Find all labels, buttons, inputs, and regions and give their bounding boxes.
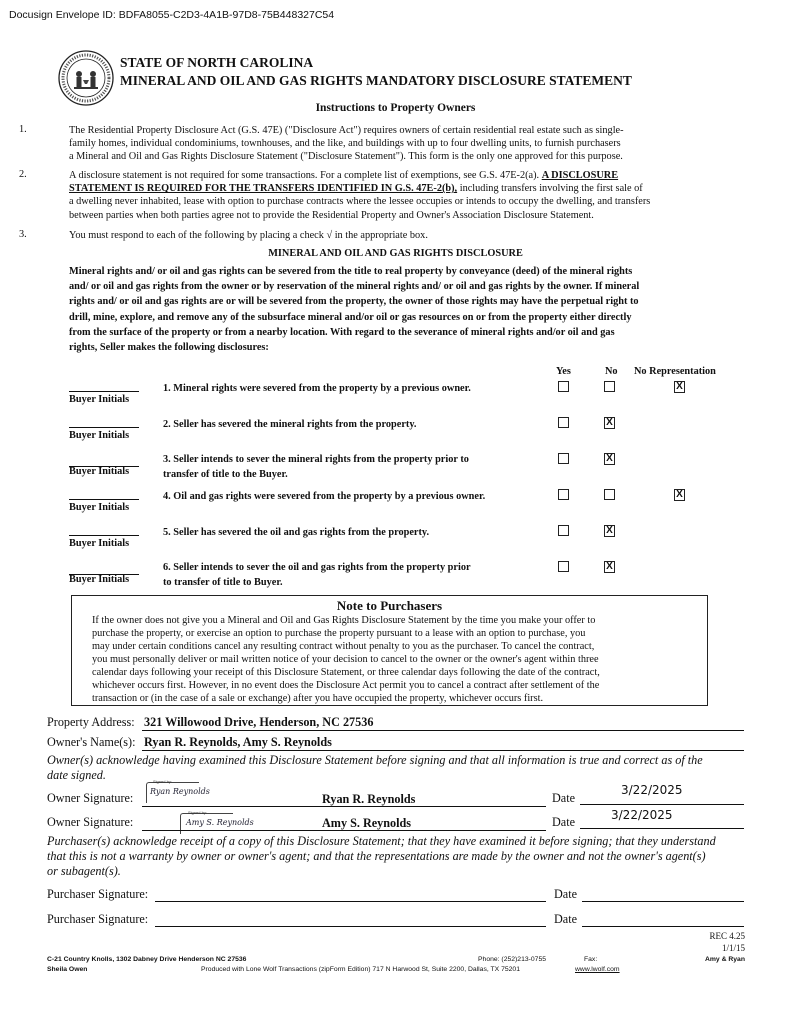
signed-by-tag: Signed by: [153,779,172,784]
checkbox-yes[interactable] [558,489,569,500]
checkbox-no[interactable] [604,381,615,392]
note-title: Note to Purchasers [336,598,443,613]
disclosure-question: 2. Seller has severed the mineral rights from the property. [163,419,417,430]
footer-website-link[interactable]: www.lwolf.com [575,966,620,973]
buyer-initials-line[interactable] [69,535,139,536]
checkbox-yes[interactable] [558,525,569,536]
checkbox-yes[interactable] [558,561,569,572]
date-label: Date [554,912,578,926]
disclosure-question: 1. Mineral rights were severed from the property by a previous owner. [163,383,471,394]
instruction-number: 1. [19,124,27,135]
owners-name-label: Owner's Name(s): [47,735,136,749]
owner-signature-label: Owner Signature: [47,815,134,829]
date-label: Date [552,791,576,805]
disclosure-question: 3. Seller intends to sever the mineral rights from the property prior to transfer of title to the Buyer. [163,454,469,480]
owner-signature-1[interactable]: Ryan Reynolds [150,787,210,796]
owners-name-line [142,750,744,751]
column-no-representation: No Representation [634,366,716,377]
checkbox-yes[interactable] [558,381,569,392]
footer-produced-by: Produced with Lone Wolf Transactions (zipForm Edition) 717 N Harwood St, Suite 2200, Dallas, TX 75201 [201,966,520,973]
checkbox-yes[interactable] [558,417,569,428]
owner-printed-name-2: Amy S. Reynolds [322,816,412,830]
signed-by-tag: Signed by: [188,810,207,815]
date-label: Date [554,887,578,901]
property-address-label: Property Address: [47,715,135,729]
footer-phone: Phone: (252)213-0755 [478,956,547,963]
checkbox-no[interactable]: X [604,417,615,429]
date-line [580,828,744,829]
checkbox-norep[interactable]: X [674,381,685,393]
instruction-1: The Residential Property Disclosure Act (G.S. 47E) ("Disclosure Act") requires owners of certain residential real estate such as single- family homes, individual condominiums, townhouses, and the like, and buildings with up to four dwelling units, to furnish purchasers a Mineral and Oil and Gas Rights Disclosure Statement ("Disclosure Statement"). This form is the only one approved for this purpose. [69,125,624,163]
column-yes: Yes [556,366,571,377]
date-label: Date [552,815,576,829]
instruction-number: 3. [19,229,27,240]
instruction-3: You must respond to each of the following by placing a check √ in the appropriate box. [69,230,428,241]
owners-name-value[interactable]: Ryan R. Reynolds, Amy S. Reynolds [144,735,332,749]
note-to-purchasers-box [71,595,708,706]
buyer-initials-label: Buyer Initials [69,538,130,549]
footer-fax: Fax: [584,956,598,963]
purchaser-date-line-2[interactable] [582,926,744,927]
checkbox-no[interactable] [604,489,615,500]
footer-office: C-21 Country Knolls, 1302 Dabney Drive Henderson NC 27536 [47,956,247,963]
owner-signature-label: Owner Signature: [47,791,134,805]
footer-agent: Sheila Owen [47,966,88,973]
buyer-initials-label: Buyer Initials [69,574,130,585]
nc-real-estate-commission-seal-icon [58,50,114,106]
owner-acknowledgment: Owner(s) acknowledge having examined this Disclosure Statement before signing and that all information is true and correct as of the date signed. [47,753,703,782]
disclosure-question: 5. Seller has severed the oil and gas rights from the property. [163,527,430,538]
note-text: If the owner does not give you a Mineral and Oil and Gas Rights Disclosure Statement by the time you make your offer to purchase the property, or exercise an option to purchase the property pursuant to a lease with an option to purchase, you may under certain conditions cancel any resulting contract without penalty to you as the purchaser. To cancel the contract, you must personally deliver or mail written notice of your decision to cancel to the owner or the owner's agent within three calendar days following your receipt of this Disclosure Statement, or three calendar days following the date of the contract, whichever occurs first. However, in no event does the Disclosure Act permit you to cancel a contract after settlement of the transaction or (in the case of a sale or exchange) after you have occupied the property, whichever occurs first. [92,615,600,704]
disclosure-question: 6. Seller intends to sever the oil and gas rights from the property prior to transfer of title to Buyer. [163,562,471,588]
purchaser-signature-line-1[interactable] [155,901,546,902]
purchaser-signature-line-2[interactable] [155,926,546,927]
buyer-initials-label: Buyer Initials [69,394,130,405]
date-line [580,804,744,805]
disclosure-heading: MINERAL AND OIL AND GAS RIGHTS DISCLOSURE [268,248,523,259]
purchaser-signature-label: Purchaser Signature: [47,912,149,926]
owner-signature-line-1 [142,806,546,807]
property-address-line [142,730,744,731]
checkbox-no[interactable]: X [604,561,615,573]
owner-signature-2[interactable]: Amy S. Reynolds [186,818,254,827]
buyer-initials-label: Buyer Initials [69,466,130,477]
form-names: Amy & Ryan [704,956,745,963]
owner-date-1[interactable]: 3/22/2025 [621,783,683,797]
instruction-2: A disclosure statement is not required for some transactions. For a complete list of exemptions, see G.S. 47E-2(a). A DISCLOSURE STATEMENT IS REQUIRED FOR THE TRANSFERS IDENTIFIED IN G.S. 47E-2(b), including transfers involving the first sale of a dwelling never inhabited, lease with option to purchase contracts where the lessee occupies or intends to occupy the dwelling, and transfers between parties when both parties agree not to provide the Residential Property and Owner's Association Disclosure Statement. [69,170,651,221]
purchaser-acknowledgment: Purchaser(s) acknowledge receipt of a copy of this Disclosure Statement; that they have examined it before signing; that they understand that this is not a warranty by owner or owner's agent; and that the representations are made by the owner and not the owner's agent(s) or subagent(s). [47,834,716,878]
form-number: REC 4.25 [709,931,745,941]
property-address-value[interactable]: 321 Willowood Drive, Henderson, NC 27536 [144,715,374,729]
buyer-initials-label: Buyer Initials [69,502,130,513]
checkbox-no[interactable]: X [604,453,615,465]
purchaser-date-line-1[interactable] [582,901,744,902]
checkbox-yes[interactable] [558,453,569,464]
disclosure-intro: Mineral rights and/ or oil and gas rights can be severed from the title to real property by conveyance (deed) of the mineral rights and/ or oil and gas rights from the owner or by reservation of the mineral rights and/ or oil and gas rights by the owner. If mineral rights and/ or oil and gas rights are or will be severed from the property, the owner of those rights may have the perpetual right to drill, mine, explore, and remove any of the subsurface mineral and/or oil or gas resources on or from the property either directly from the surface of the property or from a nearby location. With regard to the severance of mineral rights and/or oil and gas rights, Seller makes the following disclosures: [69,266,640,354]
owner-date-2[interactable]: 3/22/2025 [611,808,673,822]
buyer-initials-line[interactable] [69,427,139,428]
owner-signature-line-2 [142,830,546,831]
state-title: STATE OF NORTH CAROLINA [120,55,314,70]
buyer-initials-line[interactable] [69,391,139,392]
purchaser-signature-label: Purchaser Signature: [47,887,149,901]
buyer-initials-label: Buyer Initials [69,430,130,441]
column-no: No [605,366,618,377]
checkbox-no[interactable]: X [604,525,615,537]
form-date: 1/1/15 [721,943,745,953]
instruction-number: 2. [19,169,27,180]
docusign-envelope-id: Docusign Envelope ID: BDFA8055-C2D3-4A1B-97D8-75B448327C54 [9,9,335,21]
disclosure-question: 4. Oil and gas rights were severed from the property by a previous owner. [163,491,486,502]
owner-printed-name-1: Ryan R. Reynolds [322,792,416,806]
checkbox-norep[interactable]: X [674,489,685,501]
buyer-initials-line[interactable] [69,499,139,500]
instructions-heading: Instructions to Property Owners [315,102,476,114]
form-title: MINERAL AND OIL AND GAS RIGHTS MANDATORY DISCLOSURE STATEMENT [120,73,632,88]
